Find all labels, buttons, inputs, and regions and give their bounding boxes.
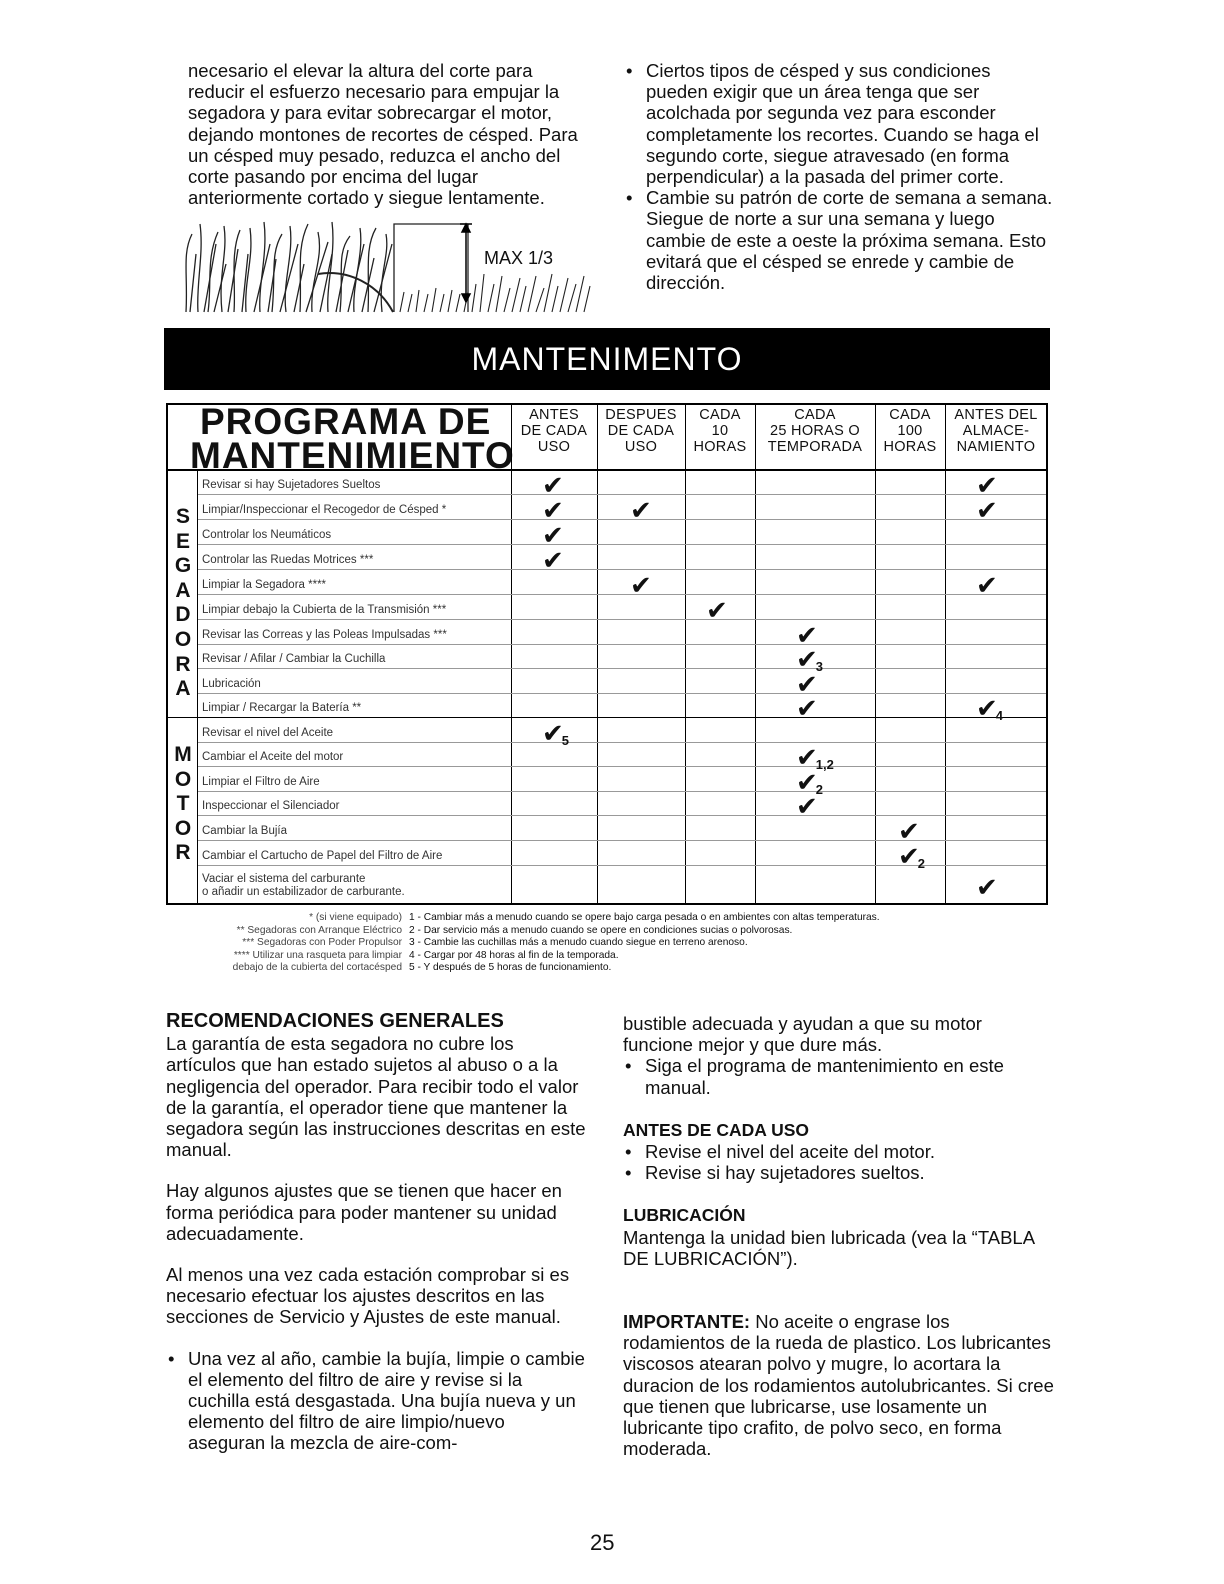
top-left-paragraph	[188, 60, 593, 208]
check-icon: ✔	[898, 816, 920, 846]
bullet-item: • Cambie su patrón de corte de semana a semana. Siegue de norte a sur una semana y luego cambie de este a oeste la próxima semana. Esto evitará que el césped se enrede y cambie de dirección.	[624, 187, 1054, 293]
column-header-100-horas: CADA 100 HORAS	[883, 407, 937, 455]
check-icon: ✔	[706, 595, 728, 625]
column-header-almacenamiento: ANTES DEL ALMACE- NAMIENTO	[954, 407, 1038, 455]
task-row-label: Controlar los Neumáticos	[202, 529, 332, 541]
task-row-label: Limpiar la Segadora ****	[202, 579, 327, 591]
footnotes-right: 1 - Cambiar más a menudo cuando se opere bajo carga pesada o en ambientes con altas temperaturas. 2 - Dar servicio más a menudo cuando se opere en condiciones sucias o polvorosas. 3 - Cambie las cuchillas más a menudo cuando siegue en terreno arenoso. 4 - Cargar por 48 horas al fin de la temporada. 5 - Y después de 5 horas de funcionamiento.	[409, 912, 880, 974]
general-recommendations	[166, 1011, 586, 1454]
check-icon: $✔_3$	[796, 644, 824, 674]
section-heading: ANTES DE CADA USO	[623, 1119, 810, 1140]
page-number: 25	[590, 1530, 615, 1555]
check-icon: ✔	[976, 470, 998, 500]
check-icon: ✔	[630, 570, 652, 600]
check-icon: ✔	[976, 872, 998, 902]
motor-vertical-label: M O T O R	[174, 743, 192, 865]
bullet-item: • Revise si hay sujetadores sueltos.	[623, 1162, 1055, 1183]
footnotes-left: * (si viene equipado) ** Segadoras con Arranque Eléctrico *** Segadoras con Poder Propulsor **** Utilizar una rasqueta para limpiar debajo de la cubierta del cortacésped	[232, 912, 402, 974]
task-row-label: Cambiar el Aceite del motor	[202, 751, 344, 763]
column-header-25-horas: CADA 25 HORAS O TEMPORADA	[767, 407, 863, 455]
check-icon: ✔	[542, 520, 564, 550]
task-row-label: Limpiar el Filtro de Aire	[202, 776, 320, 788]
segadora-vertical-label: S E G A D O R A	[174, 505, 192, 701]
task-row-label: Controlar las Ruedas Motrices ***	[202, 554, 374, 566]
column-header-despues-uso: DESPUES DE CADA USO	[605, 407, 677, 455]
max-height-label: MAX 1/3	[484, 248, 554, 268]
check-icon: ✔	[796, 620, 818, 650]
bullet-item: • Ciertos tipos de césped y sus condiciones pueden exigir que un área tenga que ser acolchada por segunda vez para esconder completamente los recortes. Cuando se haga el segundo corte, siegue atravesado (en forma perpendicular) a la pasada del primer corte.	[624, 60, 1054, 187]
paragraph: Mantenga la unidad bien lubricada (vea la “TABLA DE LUBRICACIÓN”).	[623, 1226, 1035, 1269]
check-icon: $✔_5$	[542, 718, 570, 748]
check-icon: ✔	[542, 545, 564, 575]
task-row-label: Lubricación	[202, 678, 261, 690]
task-row-label: Vaciar el sistema del carburante	[202, 873, 366, 885]
task-row-label: Revisar / Afilar / Cambiar la Cuchilla	[202, 653, 386, 665]
check-icon: ✔	[796, 669, 818, 699]
task-row-label: Limpiar debajo la Cubierta de la Transmisión ***	[202, 604, 447, 616]
check-icon: $✔_{1,2}$	[796, 742, 834, 772]
bullet-item: • Revise el nivel del aceite del motor.	[623, 1141, 1055, 1162]
task-row-label: Cambiar el Cartucho de Papel del Filtro de Aire	[202, 850, 443, 862]
task-row-label: Limpiar/Inspeccionar el Recogedor de Césped *	[202, 504, 447, 516]
check-icon: ✔	[542, 495, 564, 525]
top-right-bullets	[624, 60, 1054, 293]
bullet-item: • Siga el programa de mantenimiento en este manual.	[623, 1055, 1055, 1097]
task-row-label: o añadir un estabilizador de carburante.	[202, 886, 405, 898]
task-row-label: Revisar si hay Sujetadores Sueltos	[202, 479, 381, 491]
section-banner: MANTENIMENTO	[164, 328, 1050, 390]
task-row-label: Inspeccionar el Silenciador	[202, 800, 340, 812]
paragraph: La garantía de esta segadora no cubre los artículos que han estado sujetos al abuso o a la negligencia del operador. Para recibir todo el valor de la garantía, el operador tiene que mantener la segadora según las instrucciones descritas en este manual.	[166, 1033, 586, 1161]
task-row-label: Cambiar la Bujía	[202, 825, 288, 837]
important-note: IMPORTANTE: No aceite o engrase los rodamientos de la rueda de plastico. Los lubricantes viscosos atearan polvo y mugre, lo acortara la duracion de los rodamientos autolubricantes. Si cree que tienen que lubricarse, use losamente un lubricante tipo crafito, de polvo seco, en forma moderada.	[623, 1311, 1054, 1460]
paragraph: Hay algunos ajustes que se tienen que hacer en forma periódica para poder mantener su unidad adecuadamente.	[166, 1180, 562, 1244]
grass-height-illustration	[178, 214, 598, 314]
bullet-item: • Una vez al año, cambie la bujía, limpie o cambie el elemento del filtro de aire y revise si la cuchilla está desgastada. Una bujía nueva y un elemento del filtro de aire limpio/nuevo aseguran la mezcla de aire-com-	[166, 1348, 586, 1454]
check-icon: ✔	[542, 470, 564, 500]
task-row-label: Revisar las Correas y las Poleas Impulsadas ***	[202, 629, 447, 641]
right-column-maintenance	[623, 1013, 1055, 1459]
check-icon: ✔	[796, 693, 818, 723]
section-heading: RECOMENDACIONES GENERALES	[166, 1010, 504, 1032]
maintenance-schedule-table	[166, 403, 1048, 905]
check-icon: ✔	[976, 570, 998, 600]
check-icon: $✔_4$	[976, 693, 1004, 723]
task-row-label: Limpiar / Recargar la Batería **	[202, 702, 362, 714]
check-icon: ✔	[630, 495, 652, 525]
section-heading: LUBRICACIÓN	[623, 1205, 746, 1226]
check-icon: ✔	[976, 495, 998, 525]
schedule-title: PROGRAMA DE MANTENIMIENTO	[190, 401, 515, 476]
top-left-text: necesario el elevar la altura del corte para reducir el esfuerzo necesario para empujar la segadora y para evitar sobrecargar el motor, dejando montones de recortes de césped. Para un césped muy pesado, reduzca el ancho del corte pasando por encima del lugar anteriormente cortado y siegue lentamente.	[188, 60, 578, 209]
task-row-label: Revisar el nivel del Aceite	[202, 727, 334, 739]
column-header-10-horas: CADA 10 HORAS	[693, 407, 747, 455]
column-header-antes-uso: ANTES DE CADA USO	[520, 407, 588, 455]
check-icon: $✔_2$	[796, 767, 824, 797]
paragraph: Al menos una vez cada estación comprobar si es necesario efectuar los ajustes descritos en las secciones de Servicio y Ajustes de este manual.	[166, 1264, 570, 1328]
check-icon: ✔	[796, 791, 818, 821]
check-icon: $✔_2$	[898, 841, 926, 871]
paragraph: bustible adecuada y ayudan a que su motor funcione mejor y que dure más.	[623, 1013, 982, 1056]
